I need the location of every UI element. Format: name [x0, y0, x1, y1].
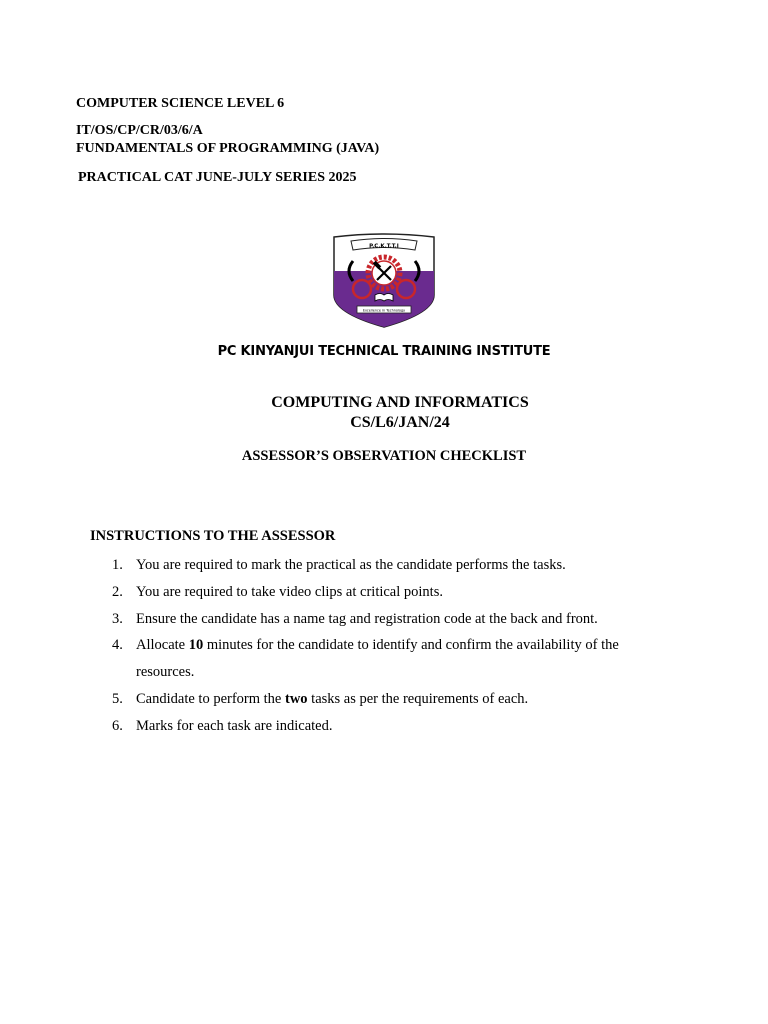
- svg-text:Excellence in Technology: Excellence in Technology: [362, 308, 406, 313]
- department-title: COMPUTING AND INFORMATICS: [271, 394, 529, 411]
- list-item: [112, 579, 672, 606]
- item-number: 1.: [112, 557, 123, 573]
- instructions-list: [112, 552, 672, 740]
- list-item: [112, 713, 672, 740]
- item-number: 5.: [112, 690, 123, 707]
- svg-text:P.C.K.T.T.I: P.C.K.T.T.I: [369, 243, 399, 250]
- item-emphasis: two: [284, 690, 308, 707]
- item-text: minutes for the candidate to identify and confirm the availability of the resources.: [136, 637, 619, 681]
- list-item: [112, 606, 672, 633]
- series-title: PRACTICAL CAT JUNE-JULY SERIES 2025: [78, 170, 357, 185]
- item-text: You are required to mark the practical as the candidate performs the tasks.: [136, 557, 566, 573]
- item-text: Candidate to perform the: [136, 690, 285, 707]
- list-item: [112, 552, 672, 579]
- list-item: [112, 686, 672, 713]
- item-number: 3.: [112, 610, 123, 627]
- institute-crest-logo: [331, 233, 437, 329]
- list-item: [112, 632, 636, 686]
- item-number: 6.: [112, 717, 123, 734]
- item-text: Allocate: [136, 637, 189, 654]
- item-text: You are required to take video clips at critical points.: [136, 583, 443, 600]
- item-emphasis: 10: [188, 637, 204, 654]
- item-text: Marks for each task are indicated.: [136, 717, 333, 734]
- exam-code: CS/L6/JAN/24: [350, 414, 450, 431]
- unit-code: IT/OS/CP/CR/03/6/A: [76, 123, 203, 138]
- item-text: Ensure the candidate has a name tag and registration code at the back and front.: [136, 610, 598, 627]
- item-text: tasks as per the requirements of each.: [307, 690, 529, 707]
- instructions-heading: INSTRUCTIONS TO THE ASSESSOR: [90, 528, 336, 544]
- checklist-title: ASSESSOR’S OBSERVATION CHECKLIST: [241, 448, 527, 464]
- course-title: COMPUTER SCIENCE LEVEL 6: [76, 96, 285, 111]
- item-number: 2.: [112, 583, 123, 600]
- item-number: 4.: [112, 637, 123, 654]
- institute-name: PC KINYANJUI TECHNICAL TRAINING INSTITUTE: [217, 344, 551, 359]
- unit-name: FUNDAMENTALS OF PROGRAMMING (JAVA): [76, 141, 380, 156]
